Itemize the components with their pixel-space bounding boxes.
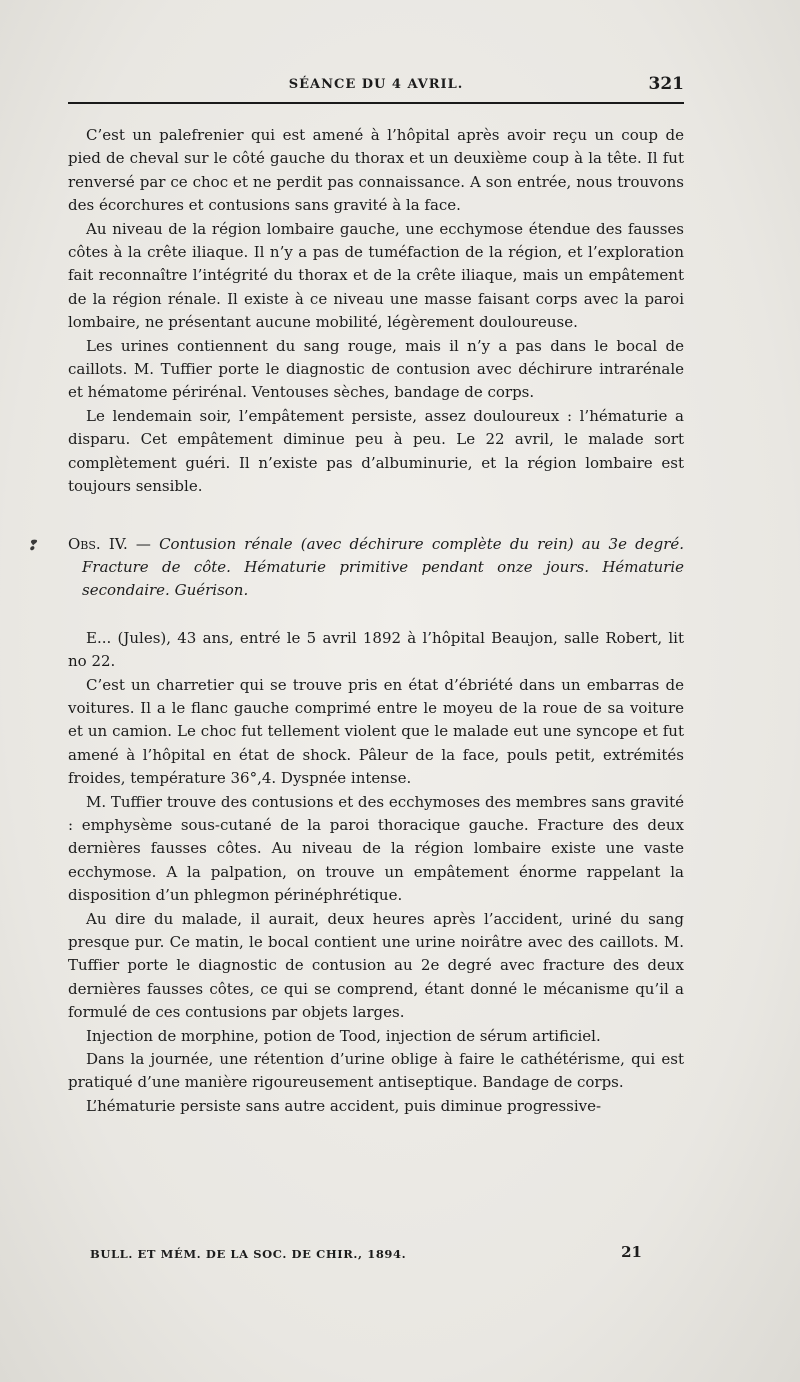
paragraph: C’est un palefrenier qui est amené à l’hôpital après avoir reçu un coup de pied de cheval sur le côté gauche du thorax et un deuxième coup à la tête. Il fut renversé par ce choc et ne perdit pas connaissance. A son entrée, nous trouvons des écorchures et contusions sans gravité à la face. (68, 126, 684, 215)
page-number: 321 (648, 74, 684, 94)
observation-dash: — (127, 534, 160, 553)
paragraph: M. Tuffier trouve des contusions et des ecchymoses des membres sans gravité : emphysème sous-cutané de la paroi thoracique gauche. Fracture des deux dernières fausses côtes. Au niveau de la région lombaire existe une vaste ecchymose. A la palpation, on trouve un empâtement énorme rappelant la disposition d’un phlegmon périnéphrétique. (68, 792, 684, 905)
paragraph: Injection de morphine, potion de Tood, injection de sérum artificiel. (86, 1026, 601, 1045)
page-footer (90, 1243, 684, 1265)
body-text (26, 124, 685, 1118)
paragraph: E... (Jules), 43 ans, entré le 5 avril 1892 à l’hôpital Beaujon, salle Robert, lit no 22. (68, 628, 684, 671)
publication-line: BULL. ET MÉM. DE LA SOC. DE CHIR., 1894. (90, 1247, 407, 1261)
paragraph: Au dire du malade, il aurait, deux heures après l’accident, uriné du sang presque pur. Ce matin, le bocal contient une urine noirâtre avec des caillots. M. Tuffier porte le diagnostic de contusion au 2e degré avec fracture des deux dernières fausses côtes, ce qui se comprend, étant donné le mécanisme qu’il a formulé de ces contusions par objets larges. (68, 909, 684, 1022)
paragraph: L’hématurie persiste sans autre accident, puis diminue progressive- (86, 1096, 602, 1115)
running-head: SÉANCE DU 4 AVRIL. (288, 77, 464, 92)
paragraph: Le lendemain soir, l’empâtement persiste, assez douloureux : l’hématurie a disparu. Cet empâtement diminue peu à peu. Le 22 avril, le malade sort complètement guéri. Il n’existe pas d’albuminurie, et la région lombaire est toujours sensible. (68, 406, 684, 496)
paragraph: Au niveau de la région lombaire gauche, une ecchymose étendue des fausses côtes à la crête iliaque. Il n’y a pas de tuméfaction de la région, et l’exploration fait reconnaître l’intégrité du thorax et de la crête iliaque, mais un empâtement de la région rénale. Il existe à ce niveau une masse faisant corps avec la paroi lombaire, ne présentant aucune mobilité, légèrement douloureuse. (68, 219, 684, 332)
observation-heading: ❢ Obs. IV. — Contusion rénale (avec déchirure complète du rein) au 3e degré. Fracture de côte. Hématurie primitive pendant onze jours. Hématurie secondaire. Guérison. (26, 534, 685, 600)
observation-label: Obs. IV. (68, 534, 128, 553)
paragraph: Dans la journée, une rétention d’urine oblige à faire le cathétérisme, qui est pratiqué d’une manière rigoureusement antiseptique. Bandage de corps. (68, 1050, 684, 1092)
header-rule (68, 102, 684, 104)
page-header (68, 74, 684, 98)
signature-number: 21 (621, 1243, 642, 1261)
observation-title: Contusion rénale (avec déchirure complète du rein) au 3e degré. Fracture de côte. Hématurie primitive pendant onze jours. Hématurie secondaire. Guérison. (82, 534, 685, 600)
paragraph: C’est un charretier qui se trouve pris en état d’ébriété dans un embarras de voitures. Il a le flanc gauche comprimé entre le moyeu de la roue de sa voiture et un camion. Le choc fut tellement violent que le malade eut une syncope et fut amené à l’hôpital en état de shock. Pâleur de la face, pouls petit, extrémités froides, température 36°,4. Dyspnée intense. (68, 675, 684, 788)
paragraph: Les urines contiennent du sang rouge, mais il n’y a pas dans le bocal de caillots. M. Tuffier porte le diagnostic de contusion avec déchirure intrarénale et hématome périrénal. Ventouses sèches, bandage de corps. (68, 336, 684, 402)
